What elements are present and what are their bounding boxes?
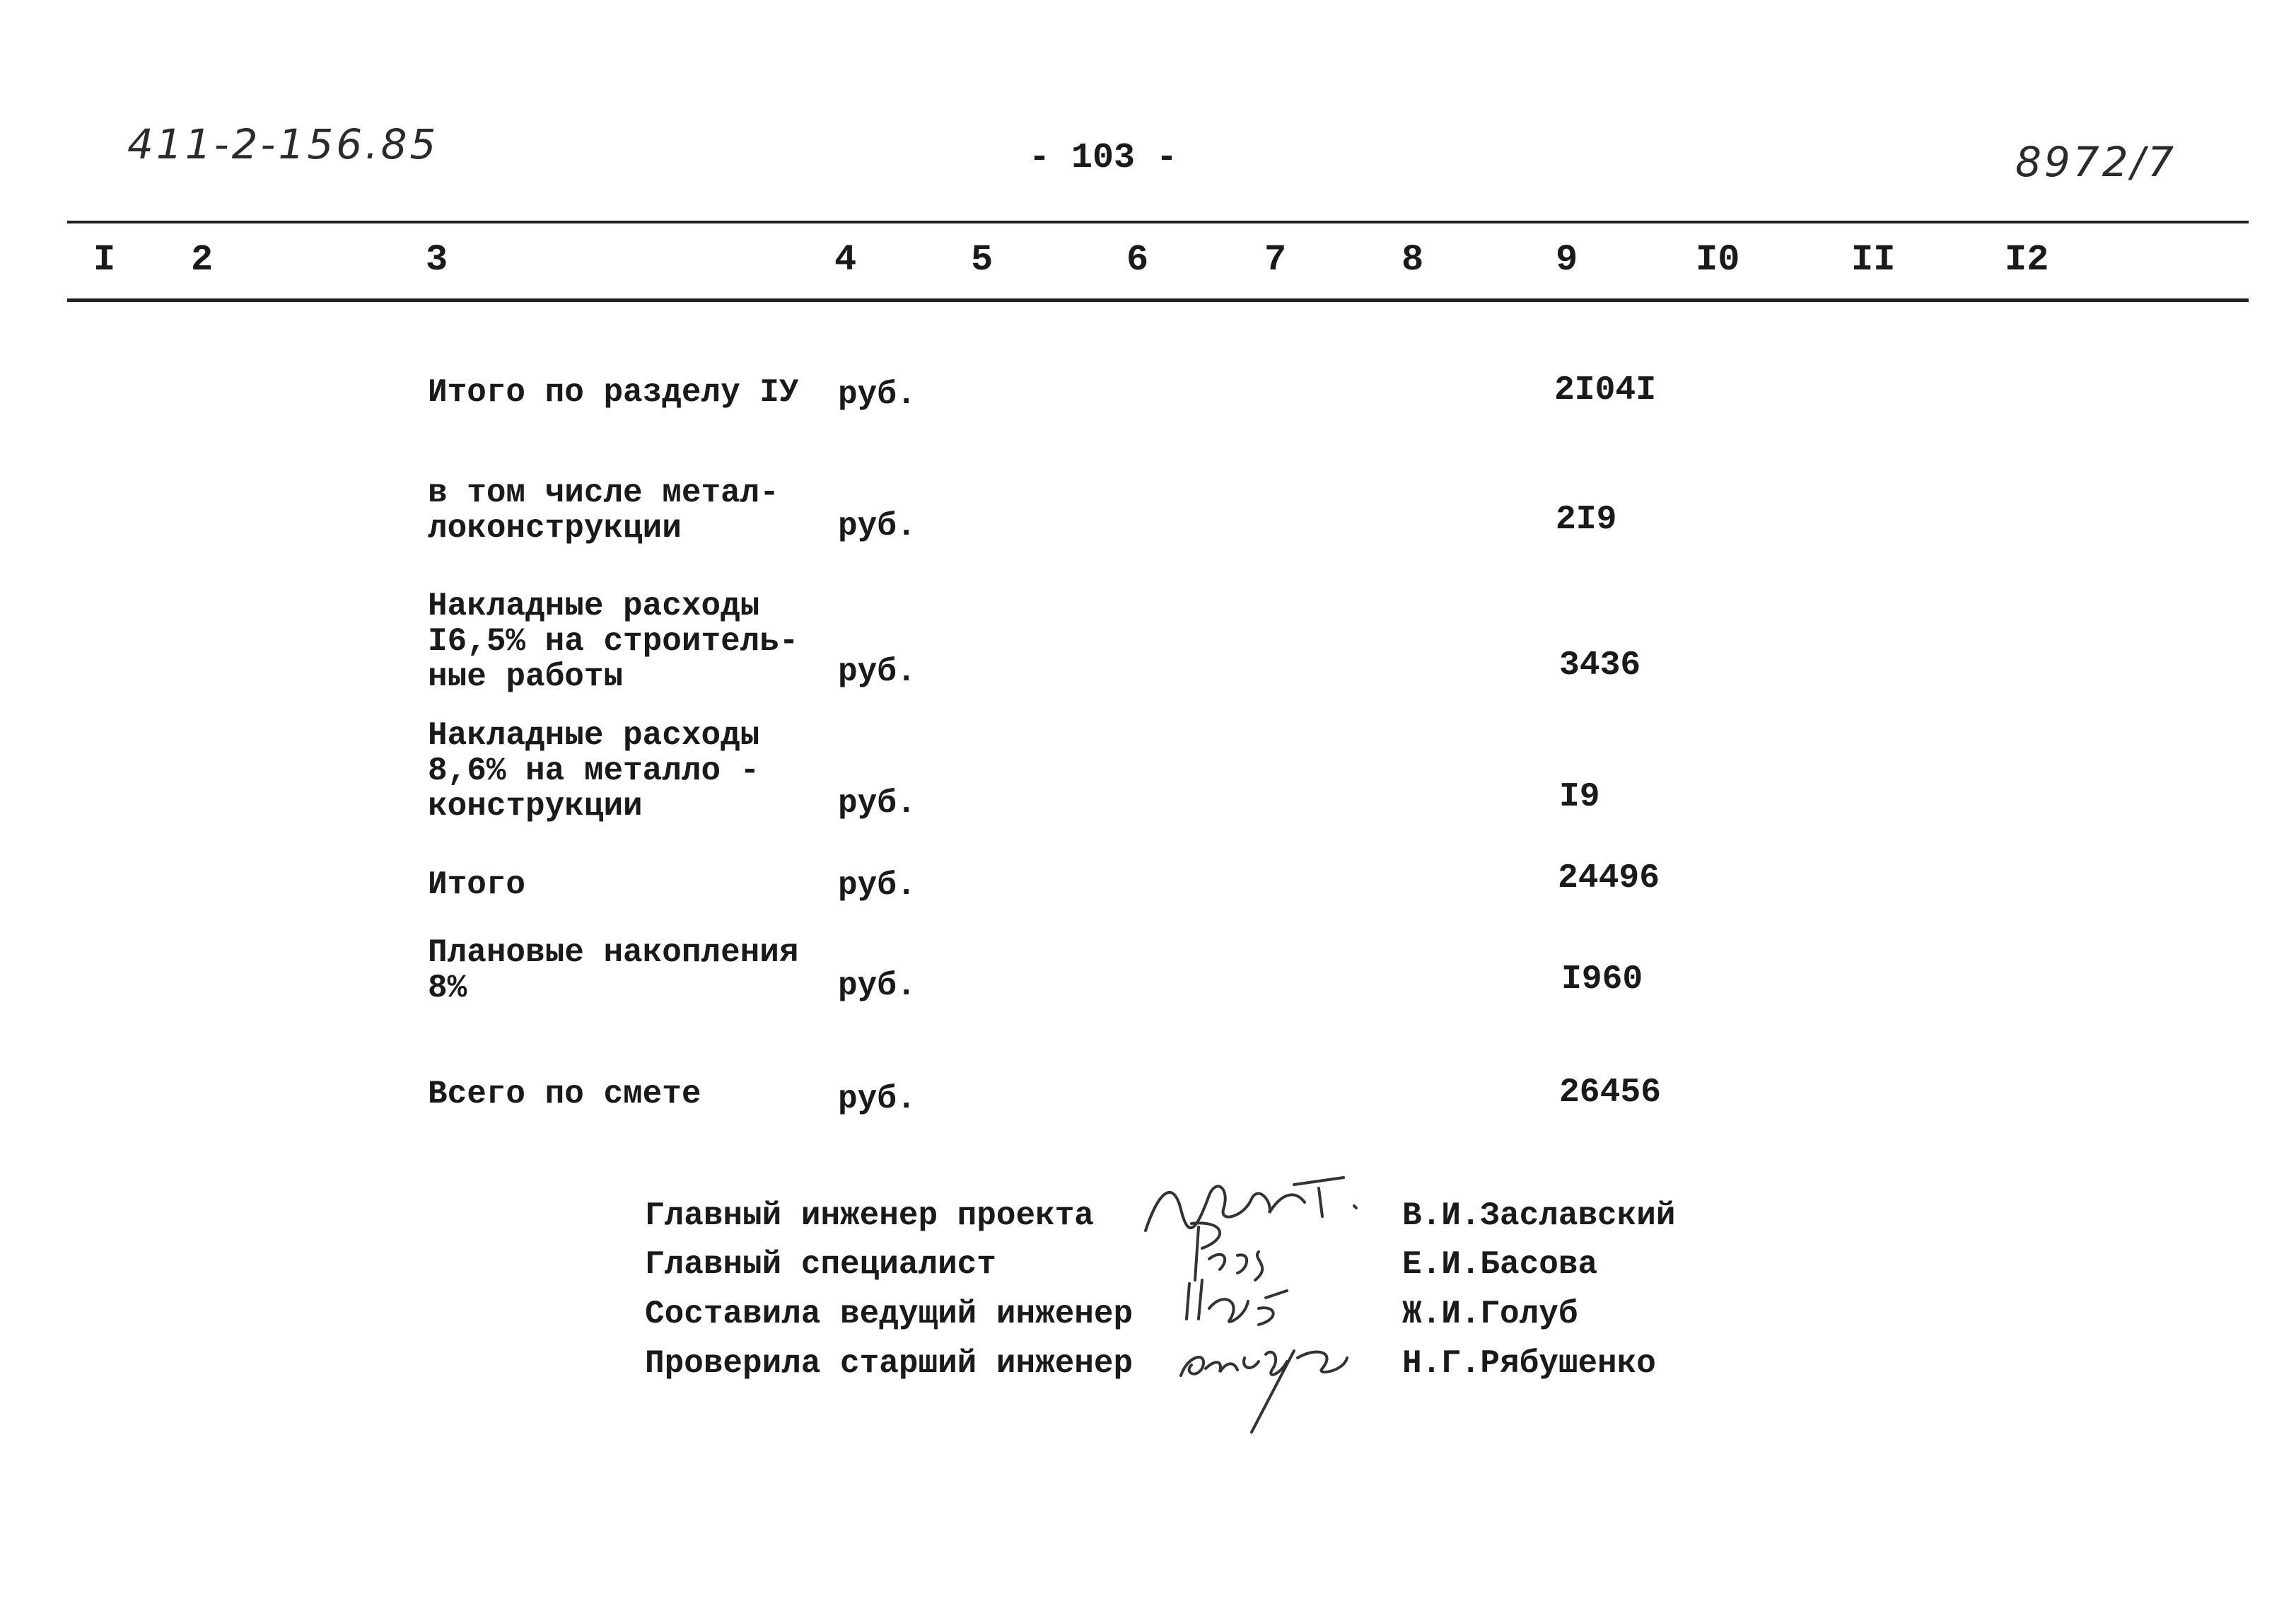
signature-role: Главный инженер проекта: [645, 1197, 1094, 1234]
table-top-rule: [67, 221, 2249, 223]
row-label-section-total: Итого по разделу IУ: [428, 374, 799, 411]
signature-name: Е.И.Басова: [1402, 1246, 1598, 1283]
document-code: 411-2-156.85: [127, 120, 439, 168]
row-label-planned-savings: Плановые накопления 8%: [428, 934, 799, 1006]
column-number-12: I2: [2005, 239, 2049, 281]
sheet-reference: 8972/7: [2015, 138, 2177, 186]
column-number-2: 2: [191, 239, 214, 281]
page-number: - 103 -: [1029, 138, 1178, 178]
column-number-8: 8: [1402, 239, 1424, 281]
column-number-5: 5: [971, 239, 993, 281]
row-value: 2I04I: [1554, 371, 1657, 409]
row-unit: руб.: [838, 653, 916, 690]
column-number-10: I0: [1696, 239, 1740, 281]
row-value: 2I9: [1556, 501, 1617, 539]
column-number-9: 9: [1556, 239, 1578, 281]
column-number-6: 6: [1126, 239, 1149, 281]
signature-role: Главный специалист: [645, 1246, 996, 1283]
row-label-overhead-metal: Накладные расходы 8,6% на металло - конструкции: [428, 717, 760, 825]
row-label-metal-structures: в том числе метал- локонструкции: [428, 475, 779, 547]
signature-role: Проверила старший инженер: [645, 1345, 1134, 1382]
signature-mark-4: [1174, 1326, 1358, 1439]
row-value: I960: [1561, 960, 1643, 999]
row-label-total: Итого: [428, 866, 526, 903]
row-value: 26456: [1559, 1074, 1662, 1112]
signature-name: Ж.И.Голуб: [1402, 1296, 1578, 1332]
signature-role: Составила ведущий инженер: [645, 1296, 1134, 1332]
row-unit: руб.: [838, 1081, 916, 1117]
row-value: I9: [1559, 778, 1600, 816]
table-header-bottom-rule: [67, 298, 2249, 302]
signature-mark-3: [1181, 1269, 1294, 1333]
row-value: 3436: [1559, 646, 1641, 685]
column-number-4: 4: [834, 239, 857, 281]
column-number-11: II: [1851, 239, 1896, 281]
column-number-1: I: [93, 239, 116, 281]
column-number-7: 7: [1264, 239, 1287, 281]
row-value: 24496: [1558, 859, 1660, 897]
signature-name: В.И.Заславский: [1402, 1197, 1676, 1234]
row-unit: руб.: [838, 867, 916, 904]
row-unit: руб.: [838, 508, 916, 545]
row-label-grand-total: Всего по смете: [428, 1076, 701, 1112]
row-unit: руб.: [838, 376, 916, 413]
row-unit: руб.: [838, 967, 916, 1004]
row-label-overhead-construction: Накладные расходы I6,5% на строитель- ные работы: [428, 588, 799, 695]
column-number-3: 3: [426, 239, 448, 281]
row-unit: руб.: [838, 785, 916, 822]
signature-name: Н.Г.Рябушенко: [1402, 1345, 1656, 1382]
